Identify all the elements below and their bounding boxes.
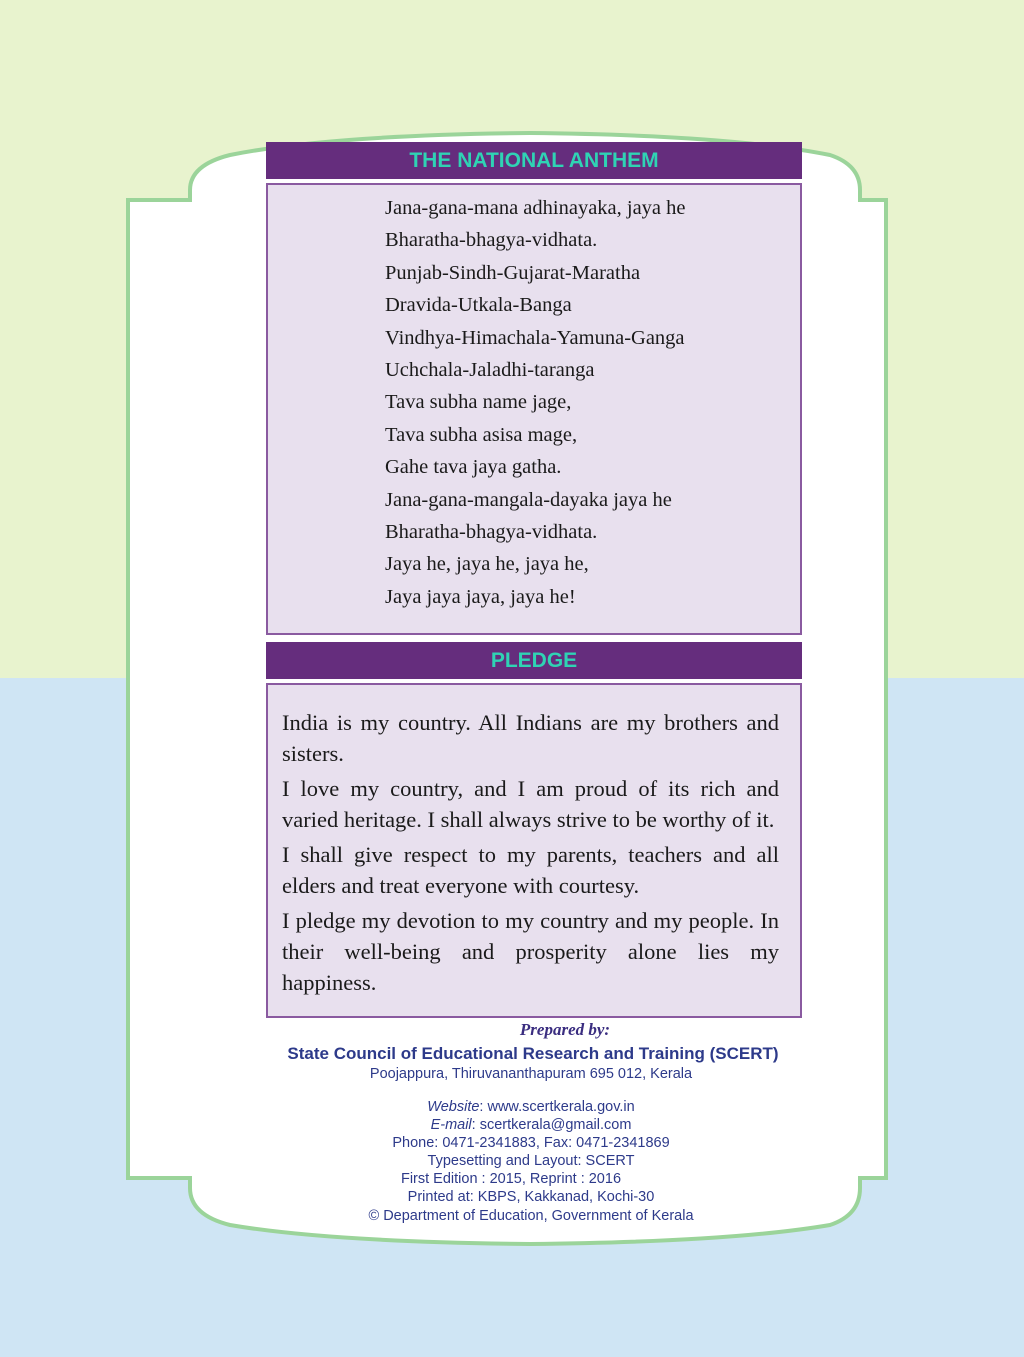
anthem-line: Jaya he, jaya he, jaya he,: [385, 553, 589, 576]
website-line: [266, 1099, 796, 1115]
org-address: Poojappura, Thiruvananthapuram 695 012, Kerala: [369, 1066, 693, 1082]
printed-line: Printed at: KBPS, Kakkanad, Kochi-30: [407, 1189, 655, 1205]
anthem-line: Vindhya-Himachala-Yamuna-Ganga: [385, 326, 685, 349]
email-value: : scertkerala@gmail.com: [471, 1117, 632, 1133]
pledge-paragraph: India is my country. All Indians are my brothers and sisters.: [282, 710, 779, 766]
prepared-by: Prepared by:: [519, 1020, 611, 1039]
anthem-lines: [385, 195, 686, 616]
org-name: State Council of Educational Research and Training (SCERT): [287, 1044, 779, 1063]
pledge-paragraph: I pledge my devotion to my country and my people. In their well-being and prosperity alone lies my happiness.: [282, 908, 779, 995]
pledge-paragraph: I shall give respect to my parents, teachers and all elders and treat everyone with courtesy.: [282, 842, 779, 898]
anthem-line: Tava subha name jage,: [385, 391, 572, 414]
anthem-title: THE NATIONAL ANTHEM: [266, 142, 802, 179]
anthem-line: Jaya jaya jaya, jaya he!: [385, 585, 576, 608]
email-line: [266, 1117, 796, 1133]
anthem-line: Bharatha-bhagya-vidhata.: [385, 229, 598, 252]
copyright-line: © Department of Education, Government of Kerala: [368, 1208, 694, 1224]
anthem-line: Uchchala-Jaladhi-taranga: [385, 358, 595, 381]
pledge-paragraph: I love my country, and I am proud of its rich and varied heritage. I shall always strive to be worthy of it.: [282, 776, 779, 832]
website-label: Website: [427, 1099, 480, 1115]
anthem-box: [266, 183, 802, 635]
anthem-line: Jana-gana-mangala-dayaka jaya he: [385, 488, 672, 511]
website-value: : www.scertkerala.gov.in: [479, 1099, 635, 1115]
email-label: E-mail: [430, 1117, 472, 1133]
anthem-line: Jana-gana-mana adhinayaka, jaya he: [385, 197, 686, 219]
pledge-box: [266, 683, 802, 1018]
edition-line: First Edition : 2015, Reprint : 2016: [400, 1171, 622, 1187]
phone-line: Phone: 0471-2341883, Fax: 0471-2341869: [392, 1135, 670, 1151]
anthem-line: Bharatha-bhagya-vidhata.: [385, 520, 598, 543]
typesetting-line: Typesetting and Layout: SCERT: [427, 1153, 635, 1169]
anthem-line: Tava subha asisa mage,: [385, 423, 578, 446]
pledge-title: PLEDGE: [266, 642, 802, 679]
anthem-line: Dravida-Utkala-Banga: [385, 294, 572, 317]
anthem-line: Gahe tava jaya gatha.: [385, 456, 562, 479]
pledge-text: [282, 707, 779, 1002]
anthem-line: Punjab-Sindh-Gujarat-Maratha: [385, 261, 641, 284]
